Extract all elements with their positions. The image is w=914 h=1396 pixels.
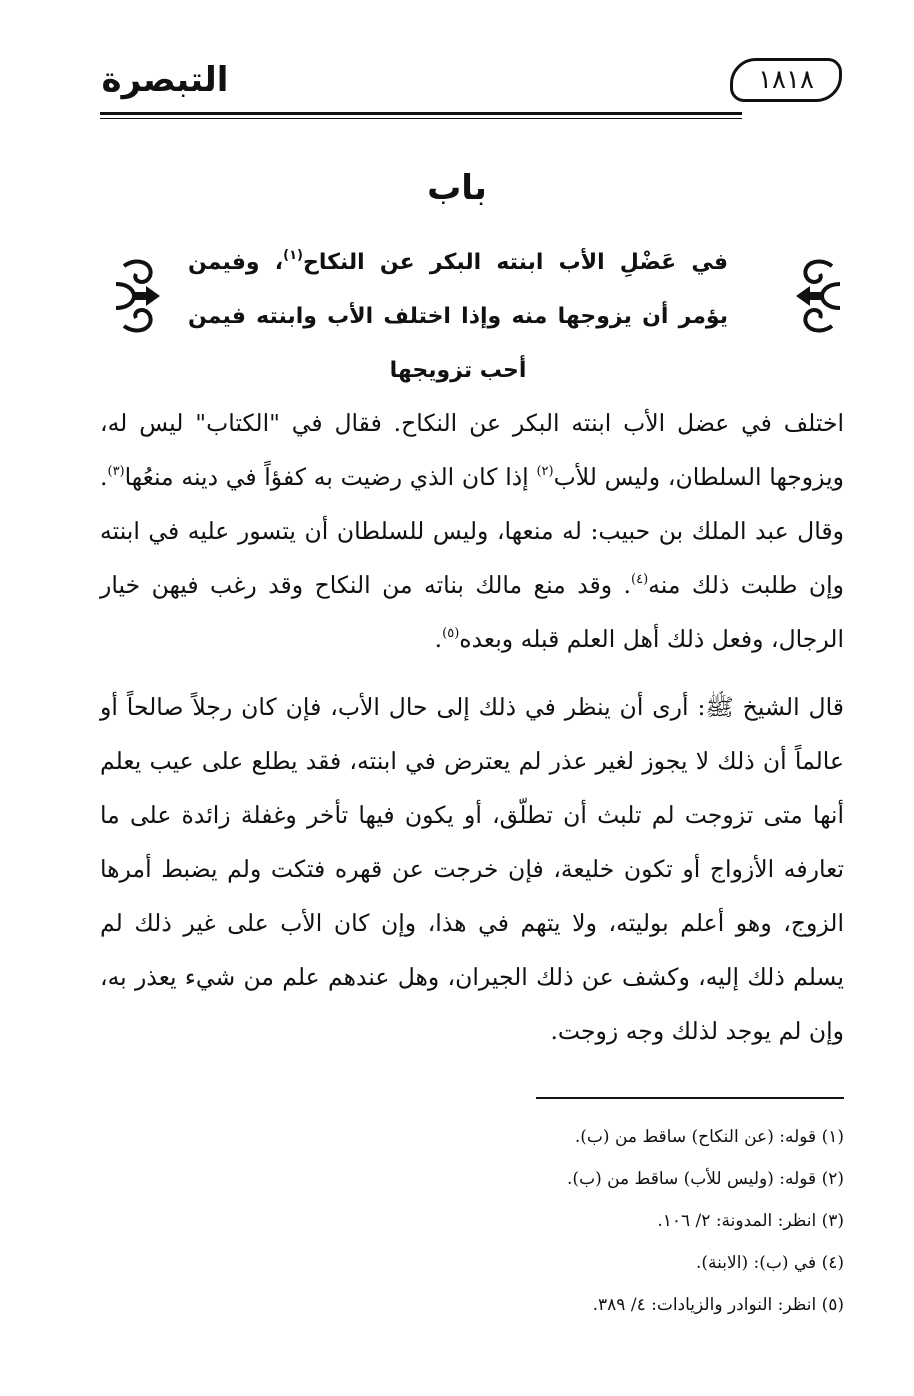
paragraph-1	[100, 396, 844, 666]
footnote-ref: (٣)	[107, 464, 125, 479]
page-header	[100, 52, 842, 124]
footnote: (٢) قوله: (وليس للأب) ساقط من (ب).	[567, 1169, 844, 1189]
footnote-ref: (١)	[283, 248, 303, 263]
paragraph-2-text: قال الشيخ ﷺ: أرى أن ينظر في ذلك إلى حال الأب، فإن كان رجلاً صالحاً أو عالماً أن ذلك لا يجوز لغير عذر لم يعترض في ابنته، فقد يطلع على عيب يعلم أنها متى تزوجت لم تلبث أن تطلّق، أو يكون فيها تأخر وغفلة زائدة على ما تعارفه الأزواج أو تكون خليعة، فإن خرجت عن قهره فتكت ولم يضبط أمرها الزوج، وهو أعلم بوليته، ولا يتهم في هذا، وإن كان الأب على غير ذلك لم يسلم ذلك إليه، وكشف عن ذلك الجيران، وهل عندهم علم من شيء يعذر به، وإن لم يوجد لذلك وجه زوجت.	[100, 693, 844, 1045]
footnote-ref: (٥)	[442, 626, 460, 641]
footnotes-list	[100, 1116, 844, 1326]
text-run: . وقد منع مالك بناته من النكاح وقد رغب فيهن خيار الرجال، وفعل ذلك أهل العلم قبله وبعده	[100, 571, 844, 653]
page-number: ١٨١٨	[730, 58, 842, 102]
text-run: اختلف في عضل الأب ابنته البكر عن النكاح. فقال في "الكتاب" ليس له، ويزوجها السلطان، وليس للأب	[100, 409, 845, 491]
footnote-ref: (٢)	[536, 464, 554, 479]
text-run: .	[434, 625, 443, 653]
paragraph-1-text	[100, 396, 844, 666]
paragraph-2	[100, 680, 844, 1058]
text-run: . وقال عبد الملك بن حبيب: له منعها، وليس للسلطان أن يتسور عليه في ابنته وإن طلبت ذلك منه	[100, 463, 844, 599]
chapter-label: باب	[427, 168, 487, 208]
heading-text-2: ، وفيمن يؤمر أن يزوجها منه وإذا اختلف الأب وابنته فيمن أحب تزويجها	[188, 250, 728, 383]
footnote-ref: (٤)	[631, 572, 649, 587]
chapter-heading	[188, 236, 728, 398]
book-title: التبصرة	[101, 60, 229, 100]
heading-text-1: في عَضْلِ الأب ابنته البكر عن النكاح	[303, 250, 728, 275]
footnote-separator	[536, 1097, 844, 1099]
header-rule-thin	[100, 118, 742, 119]
footnote: (٥) انظر: النوادر والزيادات: ٤/ ٣٨٩.	[592, 1295, 844, 1315]
text-run: إذا كان الذي رضيت به كفؤاً في دينه منعُها	[124, 463, 537, 491]
header-rule	[100, 112, 742, 115]
footnote: (١) قوله: (عن النكاح) ساقط من (ب).	[574, 1127, 844, 1147]
ornament-right-icon	[788, 254, 848, 338]
ornament-left-icon	[108, 254, 168, 338]
footnote: (٤) في (ب): (الابنة).	[696, 1253, 844, 1273]
footnote: (٣) انظر: المدونة: ٢/ ١٠٦.	[657, 1211, 844, 1231]
